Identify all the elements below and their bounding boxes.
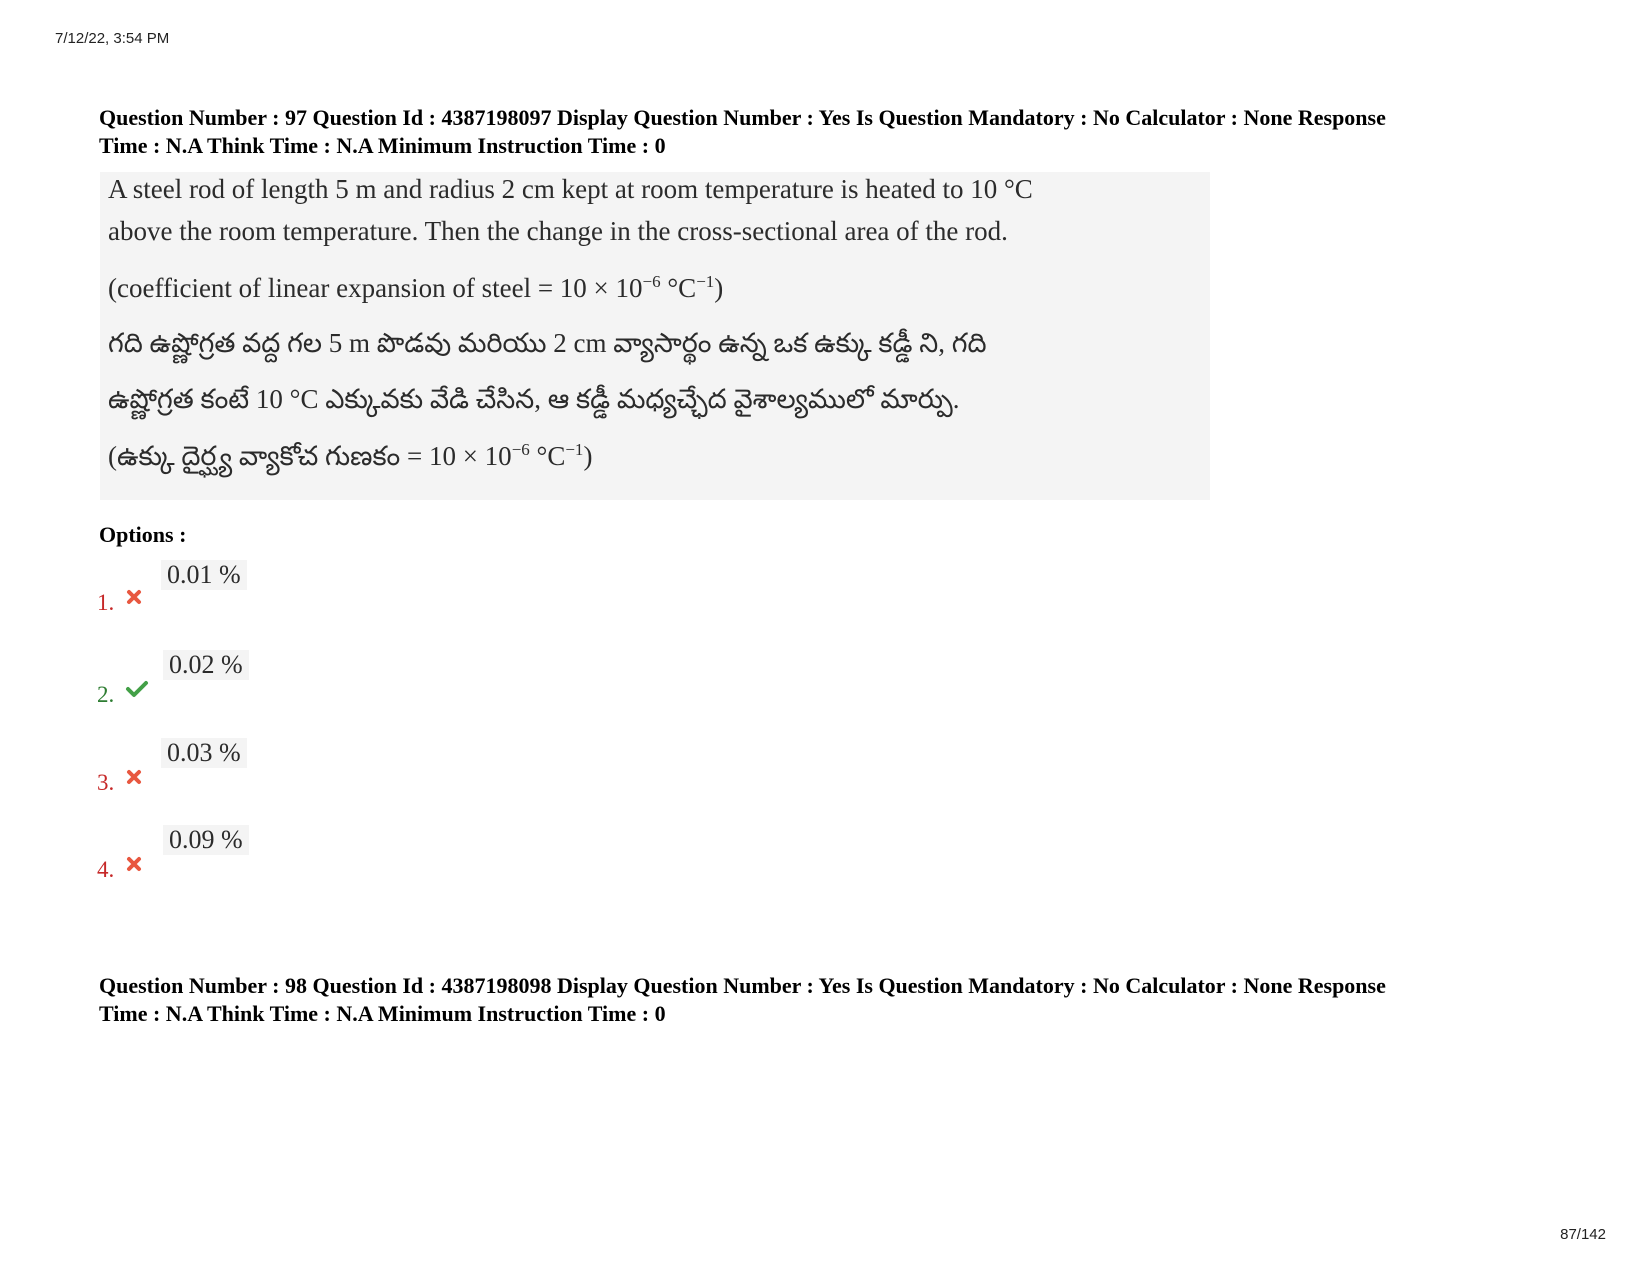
option-number: 3. <box>97 770 115 795</box>
page-number: 87/142 <box>1560 1226 1606 1243</box>
question-97-header-line1: Question Number : 97 Question Id : 4387198097 Display Question Number : Yes Is Question Mandatory : No Calculator : None Response <box>99 105 1386 130</box>
question-coefficient-te: (ఉక్కు దైర్ఘ్య వ్యాకోచ గుణకం = $10 \times 10^{-6}$ $^\circ C^{-1}$) <box>108 440 593 471</box>
cross-icon <box>125 768 143 786</box>
option-number: 4. <box>97 857 115 882</box>
question-98-header <box>99 972 1599 1028</box>
question-97-body <box>100 172 1210 500</box>
option-value: 0.09 % <box>163 825 249 855</box>
question-text-te-line2: ఉష్ణోగ్రత కంటే 10 °C ఎక్కువకు వేడి చేసిన, ఆ కడ్డీ మధ్యచ్ఛేద వైశాల్యములో మార్పు. <box>108 384 960 414</box>
cross-icon <box>125 855 143 873</box>
option-3 <box>97 738 397 798</box>
option-value: 0.02 % <box>163 650 249 680</box>
option-value: 0.03 % <box>161 738 247 768</box>
print-timestamp: 7/12/22, 3:54 PM <box>55 30 170 47</box>
option-4 <box>97 825 397 885</box>
question-text-en-line1: A steel rod of length 5 m and radius 2 cm kept at room temperature is heated to 10 °C <box>108 174 1033 204</box>
check-icon <box>125 680 149 698</box>
option-2 <box>97 650 397 710</box>
question-text-te-line1: గది ఉష్ణోగ్రత వద్ద గల 5 m పొడవు మరియు 2 cm వ్యాసార్థం ఉన్న ఒక ఉక్కు కడ్డీ ని, గది <box>108 328 987 358</box>
question-97-header <box>99 104 1599 160</box>
option-1 <box>97 560 397 620</box>
option-value: 0.01 % <box>161 560 247 590</box>
cross-icon <box>125 588 143 606</box>
question-97-header-line2: Time : N.A Think Time : N.A Minimum Instruction Time : 0 <box>99 133 666 158</box>
question-coefficient-en: (coefficient of linear expansion of steel = $10 \times 10^{-6}$ $^\circ C^{-1}$) <box>108 272 724 303</box>
option-number: 1. <box>97 590 115 615</box>
question-98-header-line2: Time : N.A Think Time : N.A Minimum Instruction Time : 0 <box>99 1001 666 1026</box>
question-text-en-line2: above the room temperature. Then the change in the cross-sectional area of the rod. <box>108 216 1008 246</box>
option-number: 2. <box>97 682 115 707</box>
question-98-header-line1: Question Number : 98 Question Id : 4387198098 Display Question Number : Yes Is Question Mandatory : No Calculator : None Response <box>99 973 1386 998</box>
options-label: Options : <box>99 522 187 547</box>
